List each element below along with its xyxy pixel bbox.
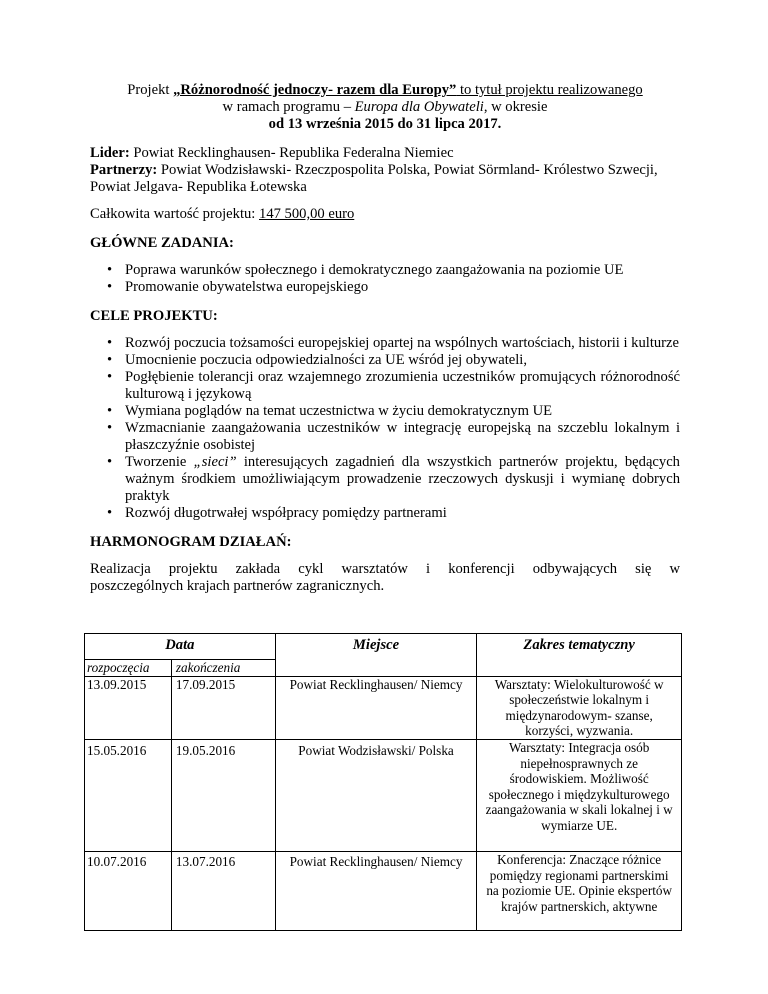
goal-6-suffix: interesujących zagadnień dla wszystkich partnerów projektu, będących ważnym środkiem umożliwiającym prowadzenie rzeczowych dyskusji i wymianę dobrych praktyk bbox=[125, 454, 680, 504]
header-prefix: Projekt bbox=[127, 82, 174, 98]
table-row bbox=[85, 676, 682, 739]
row-end-date: 19.05.2016 bbox=[171, 739, 275, 851]
list-item: • Rozwój poczucia tożsamości europejskiej opartej na wspólnych wartościach, historii i kulturze bbox=[90, 335, 680, 352]
row-place: Powiat Recklinghausen/ Niemcy bbox=[275, 851, 477, 930]
schedule-intro-line-2: poszczególnych krajach partnerów zagranicznych. bbox=[90, 578, 385, 594]
list-item: • Pogłębienie tolerancji oraz wzajemnego zrozumienia uczestników promujących różnorodność kulturową i językową bbox=[90, 369, 680, 403]
header-line-2 bbox=[90, 99, 680, 116]
list-item bbox=[90, 454, 680, 505]
schedule-heading: HARMONOGRAM DZIAŁAŃ: bbox=[90, 534, 292, 550]
header-suffix: to tytuł projektu realizowanego bbox=[456, 82, 643, 98]
goal-6-prefix: Tworzenie bbox=[125, 454, 194, 470]
column-header-date bbox=[85, 634, 276, 660]
row-start-date: 13.09.2015 bbox=[85, 676, 172, 739]
row-scope: Konferencja: Znaczące różnice pomiędzy regionami partnerskimi na poziomie UE. Opinie ekspertów krajów partnerskich, aktywne bbox=[477, 851, 682, 930]
program-prefix: w ramach programu – bbox=[222, 99, 355, 115]
column-header-scope: Zakres tematyczny bbox=[477, 634, 682, 677]
row-end-date: 13.07.2016 bbox=[171, 851, 275, 930]
column-header-end: zakończenia bbox=[171, 660, 275, 677]
row-place: Powiat Recklinghausen/ Niemcy bbox=[275, 676, 477, 739]
budget-line bbox=[90, 206, 680, 223]
program-suffix: , w okresie bbox=[483, 99, 548, 115]
goals-heading: CELE PROJEKTU: bbox=[90, 308, 218, 324]
goals-list bbox=[90, 335, 680, 522]
schedule-intro bbox=[90, 561, 680, 578]
leader-line bbox=[90, 145, 680, 162]
row-start-date: 15.05.2016 bbox=[85, 739, 172, 851]
partners-line bbox=[90, 162, 680, 196]
document-content bbox=[90, 82, 680, 595]
list-item: • Poprawa warunków społecznego i demokratycznego zaangażowania na poziomie UE bbox=[90, 262, 680, 279]
list-item: • Rozwój długotrwałej współpracy pomiędzy partnerami bbox=[90, 505, 680, 522]
table-header-row bbox=[85, 634, 682, 660]
row-place: Powiat Wodzisławski/ Polska bbox=[275, 739, 477, 851]
column-header-start: rozpoczęcia bbox=[85, 660, 172, 677]
budget-value: 147 500,00 euro bbox=[259, 206, 355, 222]
table-row bbox=[85, 851, 682, 930]
project-title: „Różnorodność jednoczy- razem dla Europy” bbox=[173, 82, 457, 98]
header-line-1 bbox=[90, 82, 680, 99]
partners-label: Partnerzy: bbox=[90, 162, 158, 178]
row-end-date: 17.09.2015 bbox=[171, 676, 275, 739]
schedule-table bbox=[84, 633, 682, 931]
project-header bbox=[90, 82, 680, 133]
project-period: od 13 września 2015 do 31 lipca 2017. bbox=[268, 116, 502, 132]
row-start-date: 10.07.2016 bbox=[85, 851, 172, 930]
tasks-heading: GŁÓWNE ZADANIA: bbox=[90, 235, 234, 251]
date-header-label: Data bbox=[165, 637, 195, 653]
partners-value: Powiat Wodzisławski- Rzeczpospolita Polska, Powiat Sörmland- Królestwo Szwecji, Powiat Jelgava- Republika Łotewska bbox=[90, 162, 658, 195]
list-item: • Wymiana poglądów na temat uczestnictwa w życiu demokratycznym UE bbox=[90, 403, 680, 420]
goal-6-italic: „sieci” bbox=[193, 454, 237, 470]
row-scope: Warsztaty: Integracja osób niepełnosprawnych ze środowiskiem. Możliwość społecznego i międzykulturowego zaangażowania w skali lokalnej i w wymiarze UE. bbox=[477, 739, 682, 851]
budget-label: Całkowita wartość projektu: bbox=[90, 206, 260, 222]
list-item: • Wzmacnianie zaangażowania uczestników w integrację europejską na szczeblu lokalnym i płaszczyźnie osobistej bbox=[90, 420, 680, 454]
leader-value: Powiat Recklinghausen- Republika Federalna Niemiec bbox=[129, 145, 454, 161]
program-name: Europa dla Obywateli bbox=[354, 99, 484, 115]
list-item: • Umocnienie poczucia odpowiedzialności za UE wśród jej obywateli, bbox=[90, 352, 680, 369]
schedule-intro-line-1: Realizacja projektu zakłada cykl warsztatów i konferencji odbywających się w bbox=[90, 561, 680, 577]
partners-block bbox=[90, 145, 680, 196]
list-item: • Promowanie obywatelstwa europejskiego bbox=[90, 279, 680, 296]
tasks-list bbox=[90, 262, 680, 296]
row-scope: Warsztaty: Wielokulturowość w społeczeństwie lokalnym i międzynarodowym- szanse, korzyści, wyzwania. bbox=[477, 676, 682, 739]
table-row bbox=[85, 739, 682, 851]
leader-label: Lider: bbox=[90, 145, 130, 161]
column-header-place: Miejsce bbox=[275, 634, 477, 677]
